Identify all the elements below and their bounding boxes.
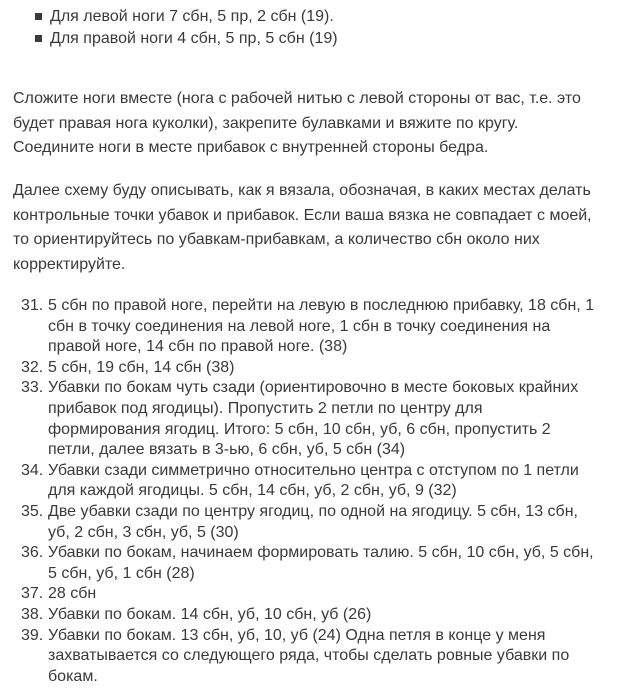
bullet-text: Для левой ноги 7 сбн, 5 пр, 2 сбн (19). xyxy=(50,8,334,25)
round-number: 36. xyxy=(21,544,44,562)
list-item xyxy=(0,357,594,378)
round-number: 37. xyxy=(21,585,44,603)
list-item xyxy=(0,295,594,357)
round-text-line: формирования ягодиц. Итого: 5 сбн, 10 сбн, уб, 6 сбн, пропустить 2 xyxy=(48,420,551,438)
round-text-line: Убавки по бокам. 14 сбн, уб, 10 сбн, уб (26) xyxy=(48,605,372,623)
paragraph-join-legs xyxy=(13,88,613,162)
round-text-line: 28 сбн xyxy=(48,585,97,603)
list-item xyxy=(0,625,594,687)
paragraph-line: Сложите ноги вместе (нога с рабочей нитью с левой стороны от вас, т.е. это xyxy=(13,90,581,107)
bullet-text: Для правой ноги 4 сбн, 5 пр, 5 сбн (19) xyxy=(50,29,338,47)
round-number: 35. xyxy=(21,502,44,520)
list-item xyxy=(0,583,594,604)
paragraph-pattern-intro xyxy=(13,180,613,278)
bullet-square-icon xyxy=(35,35,42,42)
list-item xyxy=(0,501,594,542)
round-text-line: Убавки сзади симметрично относительно центра с отступом по 1 петли xyxy=(48,461,579,479)
paragraph-line: контрольные точки убавок и прибавок. Если ваша вязка не совпадает с моей, xyxy=(13,206,592,224)
round-text-line: Убавки по бокам, начинаем формировать талию. 5 сбн, 10 сбн, уб, 5 сбн, xyxy=(48,544,594,562)
rounds-list xyxy=(0,295,594,686)
bullet-square-icon xyxy=(35,13,42,20)
paragraph-line: то ориентируйтесь по убавкам-прибавкам, а количество сбн около них xyxy=(13,231,540,248)
round-number: 39. xyxy=(21,626,44,644)
round-text-line: 5 сбн, уб, 1 сбн (28) xyxy=(48,564,195,582)
round-text-line: правой ноге, 14 сбн по правой ноге. (38) xyxy=(48,338,348,356)
round-text-line: Две убавки сзади по центру ягодиц, по одной на ягодицу. 5 сбн, 13 сбн, xyxy=(48,502,578,520)
leg-instructions-list xyxy=(34,6,338,49)
paragraph-line: будет правая нога куколки), закрепите булавками и вяжите по кругу. xyxy=(13,114,519,132)
list-item xyxy=(0,542,594,583)
round-text-line: захватывается со следующего ряда, чтобы сделать ровные убавки по xyxy=(48,647,570,665)
round-text-line: уб, 2 сбн, 3 сбн, уб, 5 (30) xyxy=(48,523,239,541)
round-text-line: для каждой ягодицы. 5 сбн, 14 сбн, уб, 2 сбн, уб, 9 (32) xyxy=(48,482,457,500)
round-number: 38. xyxy=(21,605,44,623)
list-item xyxy=(34,6,338,28)
round-text-line: Убавки по бокам чуть сзади (ориентировочно в месте боковых крайних xyxy=(48,379,579,397)
paragraph-line: корректируйте. xyxy=(13,255,126,273)
list-item xyxy=(0,377,594,459)
round-text-line: сбн в точку соединения на левой ноге, 1 сбн в точку соединения на xyxy=(48,317,551,335)
round-number: 31. xyxy=(21,297,44,314)
paragraph-line: Соедините ноги в месте прибавок с внутренней стороны бедра. xyxy=(13,139,489,156)
list-item xyxy=(0,460,594,501)
round-number: 34. xyxy=(21,461,44,479)
round-text-line: 5 сбн по правой ноге, перейти на левую в последнюю прибавку, 18 сбн, 1 xyxy=(48,297,595,314)
round-text-line: прибавок под ягодицы). Пропустить 2 петли по центру для xyxy=(48,399,483,417)
paragraph-line: Далее схему буду описывать, как я вязала, обозначая, в каких местах делать xyxy=(13,182,591,199)
list-item xyxy=(34,28,338,50)
round-number: 32. xyxy=(21,358,44,376)
round-text-line: бокам. xyxy=(48,667,98,685)
round-text-line: Убавки по бокам. 13 сбн, уб, 10, уб (24) Одна петля в конце у меня xyxy=(48,626,546,644)
round-text-line: 5 сбн, 19 сбн, 14 сбн (38) xyxy=(48,358,235,376)
round-text-line: петли, далее вязать в 3-ью, 6 сбн, уб, 5 сбн (34) xyxy=(48,441,406,459)
list-item xyxy=(0,604,594,625)
round-number: 33. xyxy=(21,379,44,397)
